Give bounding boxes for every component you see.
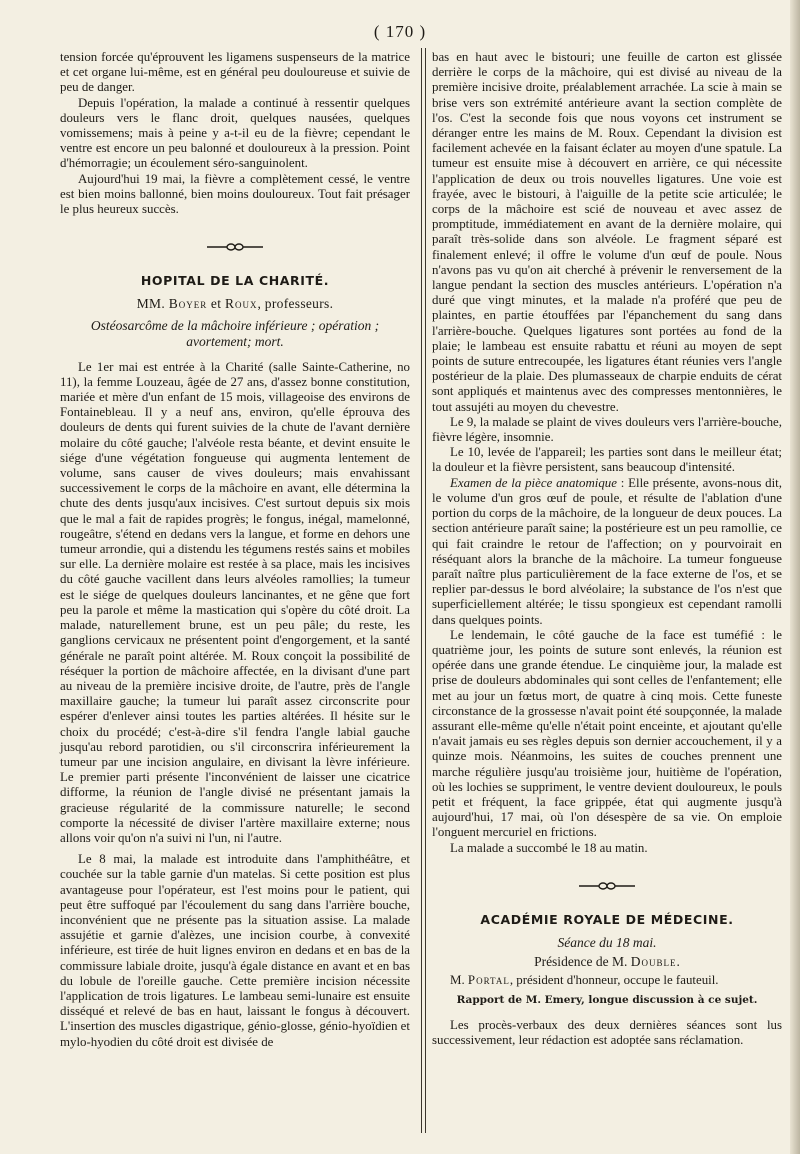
exam-label: Examen de la pièce anatomique: [450, 475, 617, 490]
profs-prefix: MM.: [136, 296, 166, 312]
profs-and: et: [210, 296, 222, 312]
paragraph: Le 9, la malade se plaint de vives douleurs vers l'arrière-bouche, fièvre légère, insomnie.: [432, 414, 782, 445]
presidency-prefix: Présidence de M.: [534, 954, 628, 970]
paragraph: [432, 476, 782, 628]
paragraph: tension forcée qu'éprouvent les ligamens suspenseurs de la matrice et cet organe lui-même, est en général peu douloureuse et suivie de peu de danger.: [60, 50, 410, 95]
president-name: Double: [630, 954, 677, 970]
profs-suffix: , professeurs.: [257, 296, 334, 312]
left-column: [60, 50, 410, 1050]
section-ornament: [432, 882, 782, 890]
paragraph: La malade a succombé le 18 au matin.: [450, 840, 648, 855]
section-ornament: [60, 243, 410, 251]
paragraph: Depuis l'opération, la malade a continué à ressentir quelques douleurs vers le flanc droit, quelques nausées, quelques vomissemens; mais à peine y a-t-il eu de la fièvre; cependant le ventre est encore un peu balonné et douloureux à la pression. Point d'hémorragie; un écoulement séro-sanguinolent.: [60, 95, 410, 171]
professors-line: [60, 296, 410, 311]
paragraph: Aujourd'hui 19 mai, la fièvre a complètement cessé, le ventre est bien moins ballonné, bien moins douloureux. Tout fait présager le plus heureux succès.: [60, 171, 410, 217]
paragraph: [432, 973, 782, 988]
honorary-president-name: Portal: [467, 973, 510, 988]
section-heading: HOPITAL DE LA CHARITÉ.: [140, 273, 330, 289]
page-number: ( 170 ): [373, 22, 427, 41]
paragraph: Le 10, levée de l'appareil; les parties sont dans le meilleur état; la douleur et la fièvre persistent, sans beaucoup d'intensité.: [432, 445, 782, 475]
portal-rest: , président d'honneur, occupe le fauteuil.: [509, 973, 719, 988]
professor-name: Boyer: [168, 296, 208, 312]
page-edge: [790, 0, 800, 1154]
report-line: Rapport de M. Emery, longue discussion à ce sujet.: [456, 993, 758, 1006]
paragraph: Le 1er mai est entrée à la Charité (salle Sainte-Catherine, no 11), la femme Louzeau, âgée de 27 ans, d'assez bonne constitution, mariée et mère d'un enfant de 15 mois, villageoise des environs de Fontainebleau. Il y a neuf ans, environ, qu'elle éprouva des douleurs de dents qui furent suivies de la chute de l'avant dernière molaire du côté gauche; l'alvéole resta béante, et devint ensuite le siége d'une végétation fongueuse qui augmenta lentement de volume, sans causer de vives douleurs; mais envahissant successivement le corps de la mâchoire en avant, elle détermina la chute des dents jusqu'aux incisives. C'est surtout depuis six mois que le mal a fait de rapides progrès; le fongus, inégal, mamelonné, rougeâtre, s'étend en dedans vers la langue, et forme en dehors une tumeur arrondie, qui a distendu les tégumens restés sains et mobiles sur elle. La dernière molaire est restée à sa place, mais les incisives du côté gauche vacillent dans leurs alvéoles ramollies; la tumeur est le siége de quelques douleurs lancinantes, et ne gêne que fort peu la parole et même la mastication qui s'opère du côté droit. La malade, naturellement brune, est un peu pâle; du reste, les ganglions cervicaux ne présentent point d'engorgement, et la santé générale ne paraît point altérée. M. Roux conçoit la possibilité de réséquer la portion de mâchoire affectée, en la divisant d'une part au niveau de la première incisive droite, de l'autre, près de l'angle maxillaire gauche; la tumeur lui paraît assez circonscrite pour espérer d'enlever ainsi toutes les parties altérées. Il hésite sur le choix du procédé; c'est-à-dire s'il fendra l'angle labial gauche jusqu'au rebord parotidien, ou s'il circonscrira inférieurement la tumeur par une incision angulaire, en divisant la lèvre inférieure. Le premier parti présente l'inconvénient de laisser une cicatrice difforme, la réunion de l'angle divisé ne présentant jamais la gracieuse régularité de la commissure naturelle; le second comporte la nécessité de diviser l'artère maxillaire externe; nous allons voir qu'on n'a suivi ni l'un, ni l'autre.: [60, 359, 410, 845]
paragraph: Le 8 mai, la malade est introduite dans l'amphithéâtre, et couchée sur la table garnie d'un matelas. Si cette position est plus avantageuse pour l'opérateur, est l'est moins pour le patient, qui peut être suffoqué par l'écoulement du sang dans l'arrière bouche, inconvénient que ne présente pas la situation assise. La malade assujétie et garnie d'alèzes, une incision courbe, à convexité inférieure, est tirée de huit lignes environ en dedans et en bas de la commissure labiale droite, jusqu'à égale distance en avant et en bas du lobule de l'oreille gauche. Cette première incision nécessite l'application de trois ligatures. Le lambeau semi-lunaire est ensuite disséqué et relevé de bas en haut, laissant le fongus à découvert. L'insertion des muscles digastrique, génio-glosse, génio-hyoïdien et mylo-hyodien du côté droit est divisée de: [60, 852, 410, 1049]
column-divider: [421, 48, 426, 1133]
presidency-line: Présidence de M. Double.: [534, 954, 680, 970]
professor-name: Roux: [224, 296, 258, 312]
paragraph: bas en haut avec le bistouri; une feuille de carton est glissée derrière le corps de la mâchoire, qui est divisé au niveau de la première incisive droite, préalablement arrachée. La scie à main se brise vers son extrémité antérieure avant la section complète de l'os. C'est la seconde fois que nous voyons cet instrument se déranger entre les mains de M. Roux. Cependant la division est facilement achevée en la faisant éclater au moyen d'une spatule. La tumeur est ensuite mise à découvert en arrière, ce qui nécessite l'application de deux ou trois nouvelles ligatures. Une voie est frayée, avec le bistouri, à l'aiguille de la petite scie articulée; le corps de la mâchoire est scié de nouveau et avec assez de promptitude, immédiatement en avant de la dernière molaire, qui paraît très-solide dans son alvéole. Le fragment séparé est finalement enlevé; il offre le volume d'un œuf de poule. Nous n'avons pas vu qu'on ait cherché à prévenir le renversement de la langue pendant la section des muscles antérieurs. L'opération n'a duré que vingt minutes, et la malade n'a proféré que peu de plaintes, en partie étouffées par l'épanchement du sang dans l'arrière-bouche. Quelques ligatures sont portées au fond de la plaie; le lambeau est ensuite rabattu et réuni au moyen de sept points de suture entrecoupée, les ligatures étant réunies vers l'angle postérieur de la plaie. Des plumasseaux de charpie enduits de cérat sont appliqués et maintenus avec des compresses mentonnières, le tout assujéti au moyen du chevestre.: [432, 50, 782, 414]
right-column: [432, 50, 782, 1048]
paragraph: Le lendemain, le côté gauche de la face est tuméfié : le quatrième jour, les points de suture sont enlevés, la réunion est opérée dans une grande étendue. Le cinquième jour, la malade est prise de douleurs abdominales qui sont celles de l'enfantement; elle met au jour un fœtus mort, de quatre à cinq mois. Cette funeste circonstance de la grossesse n'avait point été soupçonnée, la malade assurant elle-même qu'elle n'était point enceinte, et ajoutant qu'elle n'avait jamais eu ses règles depuis son dernier accouchement, il y a quinze mois. Néanmoins, les suites de couches prennent une marche régulière jusqu'au troisième jour, huitième de l'opération, où les lochies se suppriment, le ventre devient douloureux, le pouls petit et fréquent, la face grippée, état qui augmente jusqu'à aujourd'hui, 17 mai, où l'on désespère de sa vie. On emploie l'onguent mercuriel en frictions.: [432, 627, 782, 840]
exam-text: : Elle présente, avons-nous dit, le volume d'un gros œuf de poule, et résulte de l'ablation d'une portion du corps de la mâchoire, de la longueur de deux pouces. La section antérieure paraît saine; la postérieure est un peu ramollie, ce qui fait craindre le retour de l'affection; on y pourvoirait en réséquant alors la branche de la mâchoire. La tumeur fongueuse paraît naître plus particulièrement de la face externe de l'os, et se replier par-dessus le bord alvéolaire; la substance de l'os n'est que superficiellement altérée; le tissu spongieux est cependant ramolli dans quelques points.: [432, 475, 782, 627]
paragraph: Les procès-verbaux des deux dernières séances sont lus successivement, leur rédaction est adoptée sans réclamation.: [432, 1017, 782, 1047]
case-title: Ostéosarcôme de la mâchoire inférieure ; opération ; avortement; mort.: [90, 317, 380, 349]
section-heading: ACADÉMIE ROYALE DE MÉDECINE.: [480, 911, 734, 927]
session-date: Séance du 18 mai.: [557, 934, 657, 950]
portal-prefix: M.: [450, 973, 465, 988]
